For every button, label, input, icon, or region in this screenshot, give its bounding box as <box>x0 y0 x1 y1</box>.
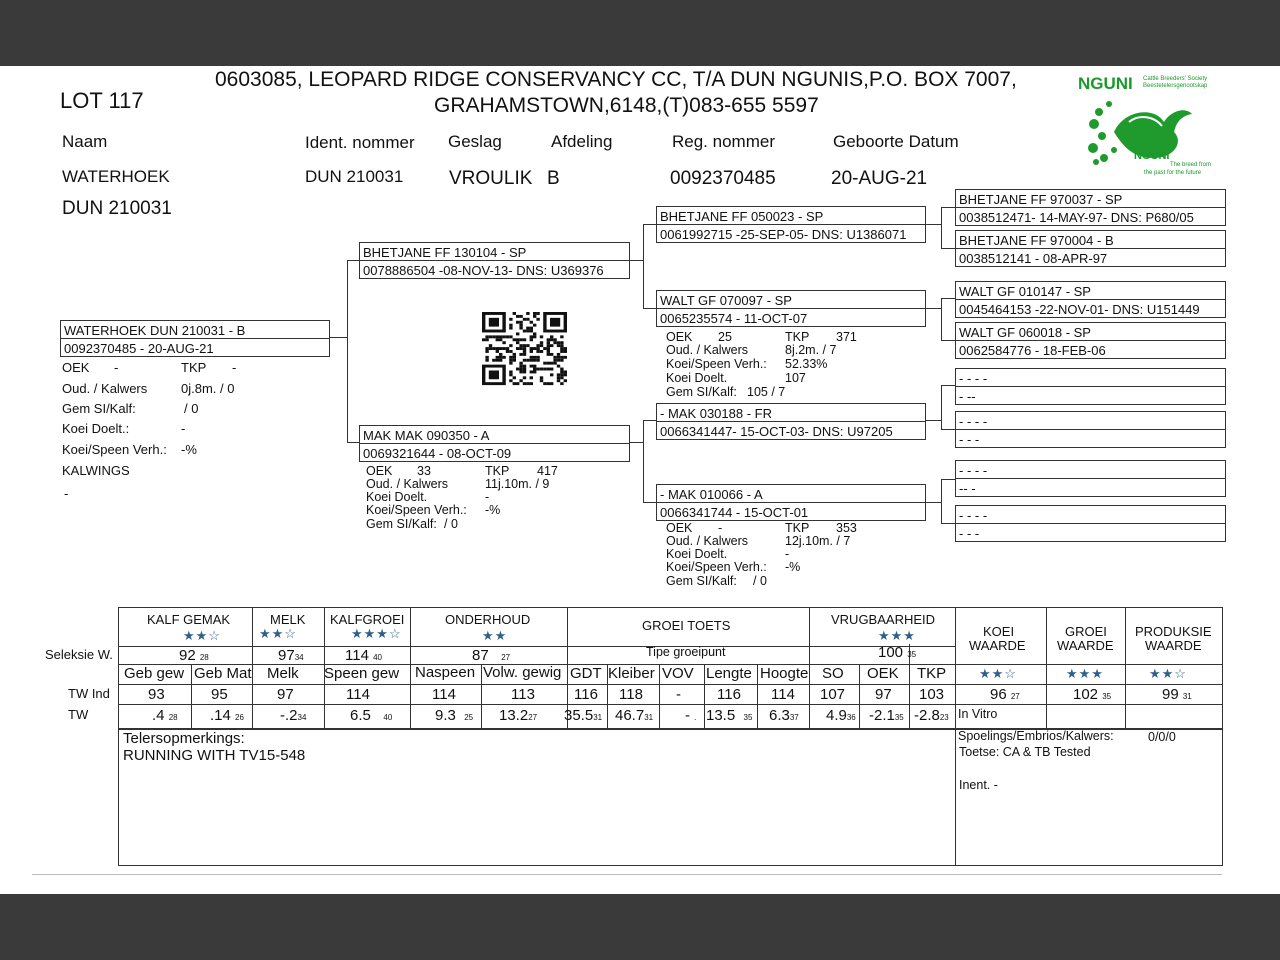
in-vitro: In Vitro <box>958 707 998 721</box>
dam-tkp: 417 <box>537 464 558 478</box>
gen3-box-5 <box>955 368 1226 405</box>
col-oek: OEK <box>867 665 899 682</box>
self-oud-label: Oud. / Kalwers <box>62 381 148 396</box>
gen3-8-line2: - - - <box>959 526 980 541</box>
stars-vrugbaarheid: ★★★ <box>878 628 916 643</box>
tw-geb-gew: .4 28 <box>152 707 178 724</box>
gen3-1-line2: 0038512471- 14-MAY-97- DNS: P680/05 <box>959 210 1194 225</box>
self-koei-label: Koei Doelt.: <box>62 421 130 436</box>
col-tkp: TKP <box>917 665 947 682</box>
toetse: Toetse: CA & TB Tested <box>959 745 1091 759</box>
hdr-kalfgroei: KALFGROEI <box>330 612 405 627</box>
tw-gdt: 35.531 <box>564 707 603 724</box>
sel-onderhoud: 87 27 <box>472 647 511 664</box>
hdr-groei-toets: GROEI TOETS <box>642 618 731 633</box>
top-bar <box>0 0 1280 66</box>
dam-oud: 11j.10m. / 9 <box>485 477 550 491</box>
stars-onderhoud: ★★ <box>482 628 508 643</box>
sel-melk: 9734 <box>278 647 304 664</box>
col-gdt: GDT <box>570 665 602 682</box>
ss-line2: 0061992715 -25-SEP-05- DNS: U1386071 <box>660 227 907 242</box>
remarks-box <box>118 729 1223 866</box>
twind-geb-mat: 95 <box>211 686 228 703</box>
stars-kalfgroei: ★★★☆ <box>351 626 402 641</box>
remarks-label: Telersopmerkings: <box>123 730 245 747</box>
twind-geb-gew: 93 <box>148 686 165 703</box>
gen3-box-4 <box>955 322 1226 359</box>
dam-koei: - <box>485 490 490 504</box>
hdr-vrugbaarheid: VRUGBAARHEID <box>831 612 936 627</box>
self-oek-label: OEK <box>62 360 90 375</box>
twind-koei: 96 27 <box>990 686 1020 703</box>
label-reg: Reg. nommer <box>672 132 775 151</box>
logo-society-2: Beestetelersgenootskap <box>1143 83 1208 89</box>
stars-koei-waarde: ★★☆ <box>979 666 1017 681</box>
label-naam: Naam <box>62 132 108 151</box>
tw-volw: 13.227 <box>499 707 538 724</box>
tw-speen: 6.5 40 <box>350 707 393 724</box>
logo-tagline-brand: NGUNI <box>1134 150 1170 162</box>
self-box-line2: 0092370485 - 20-AUG-21 <box>64 341 214 356</box>
hdr-melk: MELK <box>270 612 306 627</box>
dam-gem-label: Gem SI/Kalf: <box>366 517 437 531</box>
dd-oek: - <box>718 521 723 535</box>
dd-speen-label: Koei/Speen Verh.: <box>666 560 767 574</box>
sd-oud-label: Oud. / Kalwers <box>666 343 748 357</box>
dd-gem-label: Gem SI/Kalf: <box>666 574 737 588</box>
dam-gem: / 0 <box>444 517 458 531</box>
col-hoogte: Hoogte <box>760 665 809 682</box>
col-vov: VOV <box>662 665 694 682</box>
sel-kalfgroei: 114 40 <box>345 647 382 664</box>
owner-line-2: GRAHAMSTOWN,6148,(T)083-655 5597 <box>434 94 819 117</box>
sd-tkp: 371 <box>836 330 857 344</box>
dd-oek-label: OEK <box>666 521 693 535</box>
sd-koei-label: Koei Doelt. <box>666 371 728 385</box>
sd-oek: 25 <box>718 330 732 344</box>
hdr-produksie-waarde-1: PRODUKSIE <box>1135 624 1212 639</box>
gen3-3-line2: 0045464153 -22-NOV-01- DNS: U151449 <box>959 302 1200 317</box>
hdr-koei-waarde-1: KOEI <box>983 624 1015 639</box>
sd-speen-label: Koei/Speen Verh.: <box>666 357 767 371</box>
hdr-groei-waarde-1: GROEI <box>1065 624 1107 639</box>
dd-tkp: 353 <box>836 521 857 535</box>
dd-koei-label: Koei Doelt. <box>666 547 728 561</box>
sire-box <box>359 242 630 279</box>
gen3-6-line2: - - - <box>959 432 980 447</box>
sel-kalf-gemak: 92 28 <box>179 647 209 664</box>
tw-melk: -.234 <box>280 707 307 724</box>
dam-oek: 33 <box>417 464 431 478</box>
hdr-groei-waarde-2: WAARDE <box>1057 638 1114 653</box>
spoelings-value: 0/0/0 <box>1148 730 1176 744</box>
dd-tkp-label: TKP <box>785 521 810 535</box>
dam-speen: -% <box>485 503 501 517</box>
dam-line1: MAK MAK 090350 - A <box>363 428 490 443</box>
gen3-2-line2: 0038512141 - 08-APR-97 <box>959 251 1108 266</box>
sd-koei: 107 <box>785 371 806 385</box>
sel-vrugbaarheid: 100 35 <box>878 644 917 661</box>
tw-geb-mat: .14 26 <box>210 707 244 724</box>
animal-reg: 0092370485 <box>670 168 776 189</box>
inent: Inent. - <box>959 778 998 792</box>
col-melk: Melk <box>267 665 299 682</box>
dd-oud: 12j.10m. / 7 <box>785 534 851 548</box>
twind-naspeen: 114 <box>432 686 456 703</box>
row-label-tw-ind: TW Ind <box>68 686 110 701</box>
dd-line2: 0066341744 - 15-OCT-01 <box>660 505 809 520</box>
dam-speen-label: Koei/Speen Verh.: <box>366 503 467 517</box>
stars-kalf-gemak: ★★☆ <box>183 628 221 643</box>
stars-melk: ★★☆ <box>259 626 297 641</box>
hdr-tipe-groeipunt: Tipe groeipunt <box>646 645 726 659</box>
gen3-5-line1: - - - - <box>959 371 988 386</box>
gen3-box-1 <box>955 189 1226 226</box>
self-speen: -% <box>181 442 197 457</box>
hdr-produksie-waarde-2: WAARDE <box>1145 638 1202 653</box>
ds-line2: 0066341447- 15-OCT-03- DNS: U97205 <box>660 424 893 439</box>
gen3-1-line1: BHETJANE FF 970037 - SP <box>959 192 1123 207</box>
ss-line1: BHETJANE FF 050023 - SP <box>660 209 824 224</box>
sd-speen: 52.33% <box>785 357 828 371</box>
self-gem-label: Gem SI/Kalf: <box>62 401 136 416</box>
tw-tkp: -2.823 <box>914 707 949 724</box>
dam-oek-label: OEK <box>366 464 393 478</box>
footer-rule <box>32 874 1222 875</box>
label-geslag: Geslag <box>448 132 502 151</box>
col-speen-gew: Speen gew <box>324 665 400 682</box>
gen3-6-line1: - - - - <box>959 414 988 429</box>
self-oud: 0j.8m. / 0 <box>181 381 235 396</box>
animal-birth: 20-AUG-21 <box>831 168 928 189</box>
sd-oek-label: OEK <box>666 330 693 344</box>
twind-kleiber: 118 <box>619 686 643 703</box>
row-label-tw: TW <box>68 707 89 722</box>
twind-vov: - <box>676 686 681 703</box>
gen3-8-line1: - - - - <box>959 508 988 523</box>
col-geb-gew: Geb gew <box>124 665 185 682</box>
col-naspeen: Naspeen <box>415 664 476 681</box>
logo-tagline-1: The breed from <box>1170 162 1212 168</box>
logo-society-1: Cattle Breeders' Society <box>1143 76 1208 82</box>
label-ident: Ident. nommer <box>305 133 415 152</box>
logo-tagline-2: the past for the future <box>1144 170 1202 176</box>
owner-line-1: 0603085, LEOPARD RIDGE CONSERVANCY CC, T/A DUN NGUNIS,P.O. BOX 7007, <box>215 68 1017 91</box>
label-geboorte: Geboorte Datum <box>833 132 959 151</box>
sd-gem: 105 / 7 <box>747 385 786 399</box>
lot-number: LOT 117 <box>60 88 144 113</box>
twind-gdt: 116 <box>574 686 598 703</box>
gen3-box-8 <box>955 505 1226 542</box>
tw-lengte: 13.5 35 <box>706 707 753 724</box>
row-label-seleksie: Seleksie W. <box>45 647 113 662</box>
col-lengte: Lengte <box>706 665 752 682</box>
twind-hoogte: 114 <box>771 686 795 703</box>
self-gem: / 0 <box>184 401 199 416</box>
self-box-line1: WATERHOEK DUN 210031 - B <box>64 323 246 338</box>
col-kleiber: Kleiber <box>608 665 655 682</box>
twind-oek: 97 <box>875 686 892 703</box>
gen3-7-line2: -- - <box>959 481 976 496</box>
spoelings-label: Spoelings/Embrios/Kalwers: <box>958 729 1114 743</box>
gen3-box-2 <box>955 230 1226 267</box>
dd-koei: - <box>785 547 790 561</box>
gen3-box-6 <box>955 411 1226 448</box>
sire-line2: 0078886504 -08-NOV-13- DNS: U369376 <box>363 263 604 278</box>
hdr-kalf-gemak: KALF GEMAK <box>147 612 231 627</box>
col-so: SO <box>822 665 844 682</box>
breeding-values-table <box>118 607 1223 729</box>
dam-box <box>359 425 630 462</box>
stars-produksie-waarde: ★★☆ <box>1149 666 1187 681</box>
self-box <box>60 320 330 357</box>
dam-sire-box <box>656 403 926 440</box>
logo-brand: NGUNI <box>1078 74 1133 93</box>
twind-volw: 113 <box>511 686 535 703</box>
twind-melk: 97 <box>277 686 294 703</box>
sd-line2: 0065235574 - 11-OCT-07 <box>660 311 808 326</box>
dam-dam-box <box>656 484 926 521</box>
sd-tkp-label: TKP <box>785 330 810 344</box>
kalwings-value: - <box>64 486 69 501</box>
animal-sex: VROULIK <box>449 168 533 189</box>
animal-name: WATERHOEK <box>62 167 170 186</box>
remarks-text: RUNNING WITH TV15-548 <box>123 747 306 764</box>
gen3-4-line2: 0062584776 - 18-FEB-06 <box>959 343 1106 358</box>
animal-section: B <box>547 168 560 189</box>
hdr-onderhoud: ONDERHOUD <box>445 612 531 627</box>
dd-oud-label: Oud. / Kalwers <box>666 534 748 548</box>
twind-speen: 114 <box>346 686 370 703</box>
dd-gem: / 0 <box>753 574 767 588</box>
tw-kleiber: 46.731 <box>615 707 654 724</box>
self-speen-label: Koei/Speen Verh.: <box>62 442 167 457</box>
tw-so: 4.936 <box>826 707 856 724</box>
dam-tkp-label: TKP <box>485 464 510 478</box>
tw-oek: -2.135 <box>869 707 904 724</box>
twind-produksie: 99 31 <box>1162 686 1192 703</box>
ds-line1: - MAK 030188 - FR <box>660 406 772 421</box>
gen3-4-line1: WALT GF 060018 - SP <box>959 325 1091 340</box>
qr-code-icon <box>482 312 570 386</box>
animal-name-full: DUN 210031 <box>62 198 172 219</box>
dam-koei-label: Koei Doelt. <box>366 490 428 504</box>
twind-tkp: 103 <box>919 686 945 703</box>
bottom-bar <box>0 894 1280 960</box>
gen3-2-line1: BHETJANE FF 970004 - B <box>959 233 1114 248</box>
dd-speen: -% <box>785 560 801 574</box>
dam-oud-label: Oud. / Kalwers <box>366 477 448 491</box>
gen3-box-7 <box>955 460 1226 497</box>
col-volw-gewig: Volw. gewig <box>483 664 562 681</box>
gen3-7-line1: - - - - <box>959 463 988 478</box>
hdr-koei-waarde-2: WAARDE <box>969 638 1026 653</box>
tw-naspeen: 9.3 25 <box>435 707 474 724</box>
self-oek: - <box>114 360 119 375</box>
gen3-3-line1: WALT GF 010147 - SP <box>959 284 1091 299</box>
dam-line2: 0069321644 - 08-OCT-09 <box>363 446 512 461</box>
sire-dam-box <box>656 290 926 327</box>
tw-vov: - . <box>685 707 697 724</box>
twind-groei: 102 35 <box>1073 686 1112 703</box>
animal-ident: DUN 210031 <box>305 167 404 186</box>
self-koei: - <box>181 421 186 436</box>
kalwings-label: KALWINGS <box>62 463 130 478</box>
gen3-5-line2: - -- <box>959 389 976 404</box>
twind-so: 107 <box>820 686 846 703</box>
gen3-box-3 <box>955 281 1226 318</box>
col-geb-mat: Geb Mat <box>194 665 252 682</box>
stars-groei-waarde: ★★★ <box>1066 666 1104 681</box>
sire-sire-box <box>656 206 926 243</box>
twind-lengte: 116 <box>717 686 741 703</box>
label-afdeling: Afdeling <box>551 132 613 151</box>
sire-line1: BHETJANE FF 130104 - SP <box>363 245 527 260</box>
tw-hoogte: 6.337 <box>769 707 799 724</box>
self-tkp-label: TKP <box>181 360 207 375</box>
sd-gem-label: Gem SI/Kalf: <box>666 385 737 399</box>
self-tkp: - <box>232 360 237 375</box>
sd-line1: WALT GF 070097 - SP <box>660 293 792 308</box>
nguni-logo <box>1078 74 1210 178</box>
dd-line1: - MAK 010066 - A <box>660 487 763 502</box>
sd-oud: 8j.2m. / 7 <box>785 343 837 357</box>
